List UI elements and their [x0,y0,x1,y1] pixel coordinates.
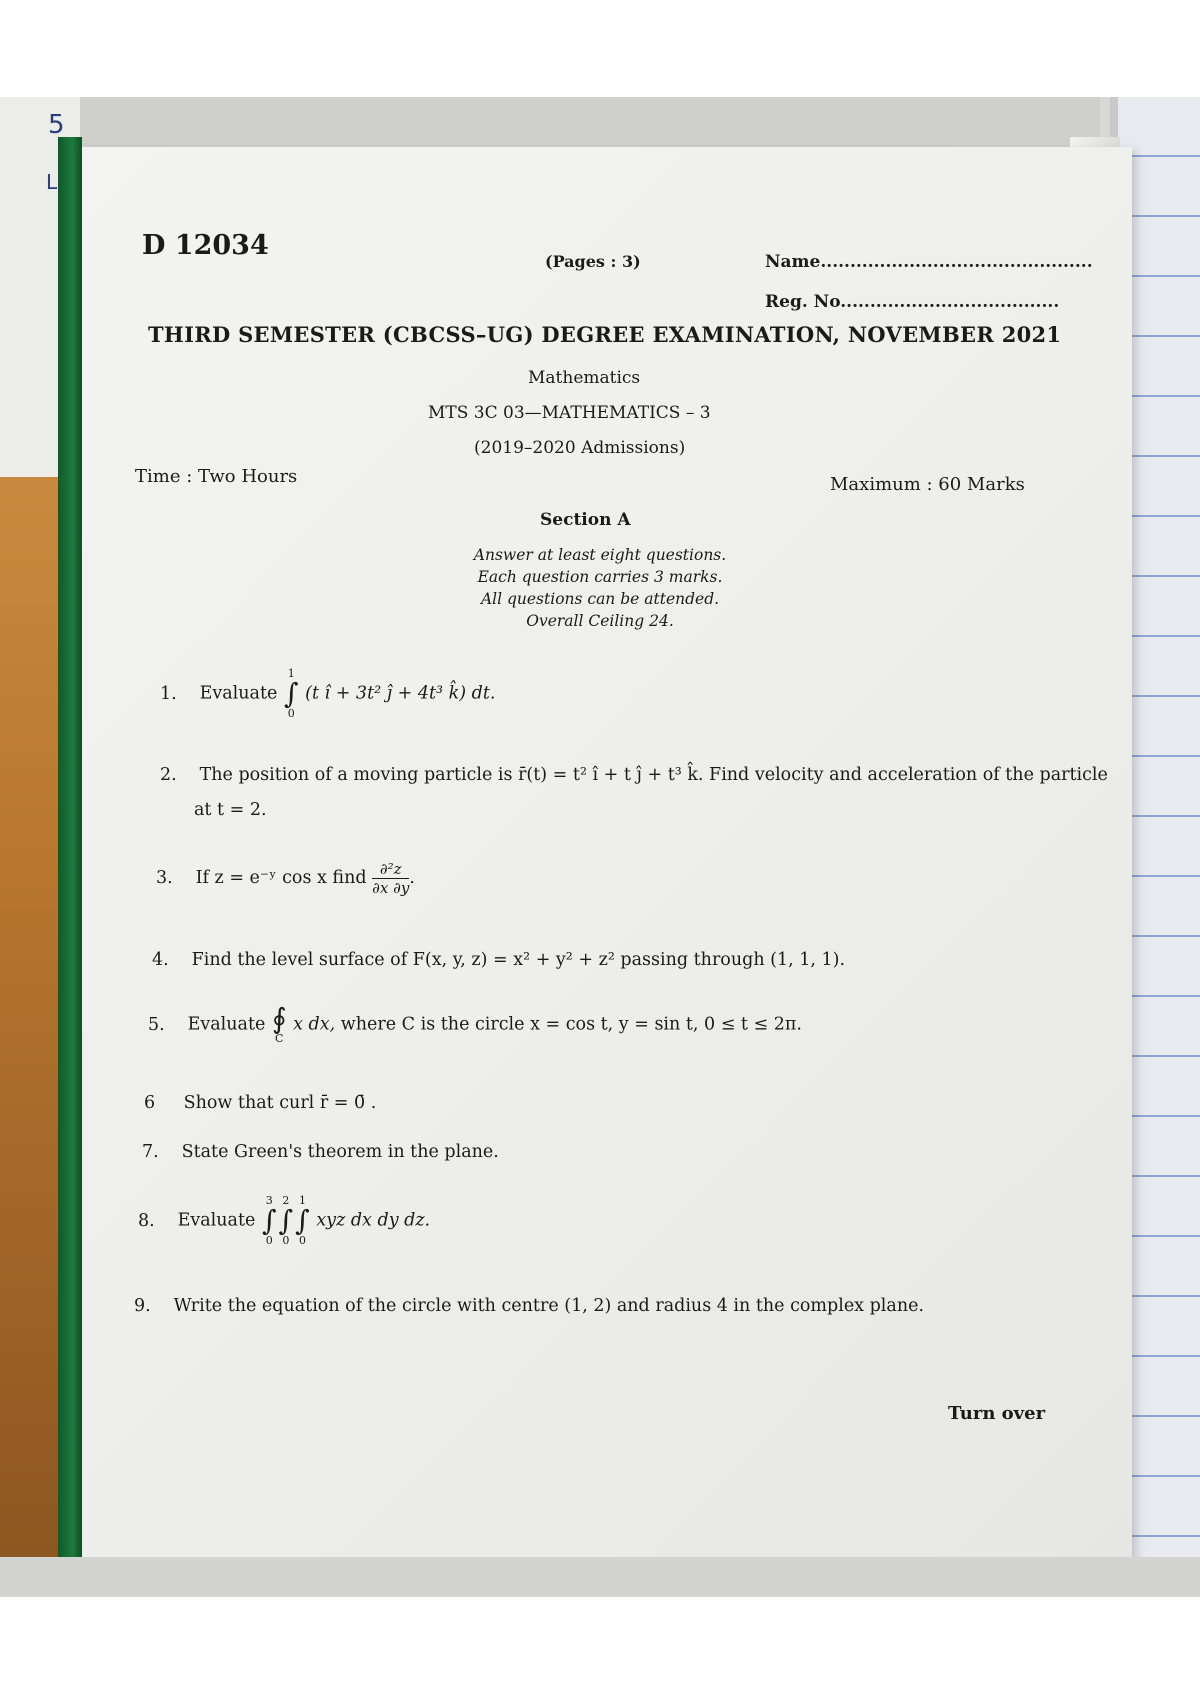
question-5 [148,1002,802,1045]
reg-no-dots: ..................................... [840,292,1060,312]
reg-no-label: Reg. No [765,292,841,312]
instruction: Answer at least eight questions. [473,546,727,564]
maximum-marks: Maximum : 60 Marks [830,474,1025,495]
integral-sign: 3 ∫ 0 [261,1194,277,1247]
section-title: Section A [540,510,631,530]
question-9 [134,1296,924,1316]
question-number: 2. [160,765,177,785]
instruction: Overall Ceiling 24. [526,612,674,630]
admissions: (2019–2020 Admissions) [474,438,686,458]
fraction-numerator: ∂²z [372,860,409,879]
integral-sign: 1 ∫ 0 [295,1194,310,1247]
question-text: State Green's theorem in the plane. [181,1142,499,1162]
integrand: x dx, [293,1014,336,1035]
green-file-cover [58,137,82,1597]
name-field [765,252,1093,272]
page-count: (Pages : 3) [545,252,641,271]
integral-upper: 2 [282,1194,290,1207]
fraction-denominator: ∂x ∂y [372,879,410,897]
question-text: If z = e⁻ʸ cos x find [195,868,367,888]
reg-no-field [765,292,1059,312]
question-4 [152,950,845,970]
question-text: Write the equation of the circle with centre (1, 2) and radius 4 in the complex plane. [173,1296,925,1316]
question-2-cont: at t = 2. [194,800,267,820]
instruction: All questions can be attended. [480,590,720,608]
question-number: 4. [152,950,169,970]
question-text: Evaluate [199,683,278,704]
question-text: Show that curl r̄ = 0̄ . [183,1093,377,1113]
integral-sign: 2 ∫ 0 [278,1194,294,1247]
question-7 [142,1142,499,1162]
question-rest: where C is the circle x = cos t, y = sin t, 0 ≤ t ≤ 2π. [340,1014,802,1035]
question-number: 7. [142,1142,159,1162]
question-1 [160,668,495,720]
question-number: 3. [156,868,173,888]
contour-integral-sign: ∮ C [271,1002,287,1045]
instruction: Each question carries 3 marks. [477,568,723,586]
integrand: (t î + 3t² ĵ + 4t³ k̂) dt. [305,683,496,704]
turn-over-note: Turn over [948,1403,1046,1424]
paper-code: D 12034 [142,230,269,261]
name-dots: .............................................. [820,252,1093,272]
margin-mark: 5 [48,110,65,140]
question-text: The position of a moving particle is r̄(t) = t² î + t ĵ + t³ k̂. Find velocity and acceleration of the particle [199,765,1108,785]
question-6 [144,1093,376,1113]
punctuation: . [409,868,415,888]
question-text: Evaluate [187,1014,266,1035]
question-text: Find the level surface of F(x, y, z) = x² + y² + z² passing through (1, 1, 1). [191,950,846,970]
question-number: 9. [134,1296,151,1316]
question-number: 8. [138,1210,155,1231]
integral-upper: 3 [265,1194,273,1207]
question-8 [138,1195,430,1247]
contour-label: C [275,1032,284,1045]
question-2 [160,765,1108,785]
question-number: 1. [160,683,177,704]
integral-lower: 0 [287,707,295,720]
question-number: 5. [148,1014,165,1035]
integrand: xyz dx dy dz. [316,1210,431,1231]
question-text: Evaluate [177,1210,256,1231]
integral-upper: 1 [287,667,295,680]
exam-title: THIRD SEMESTER (CBCSS–UG) DEGREE EXAMINATION, NOVEMBER 2021 [148,322,1062,347]
wooden-table [0,477,60,1597]
margin-mark: L [46,170,58,194]
time-allowed: Time : Two Hours [135,466,298,487]
integral-upper: 1 [298,1194,306,1207]
name-label: Name [765,252,821,272]
question-3 [156,860,415,897]
subject: Mathematics [528,368,641,388]
integral-lower: 0 [282,1234,290,1247]
integral-lower: 0 [298,1234,306,1247]
bottom-surface [0,1557,1200,1597]
course-title: MTS 3C 03—MATHEMATICS – 3 [428,403,711,423]
question-number: 6 [144,1093,156,1113]
integral-lower: 0 [265,1234,273,1247]
integral-sign: 1 ∫ 0 [283,667,299,720]
partial-derivative [372,860,409,897]
